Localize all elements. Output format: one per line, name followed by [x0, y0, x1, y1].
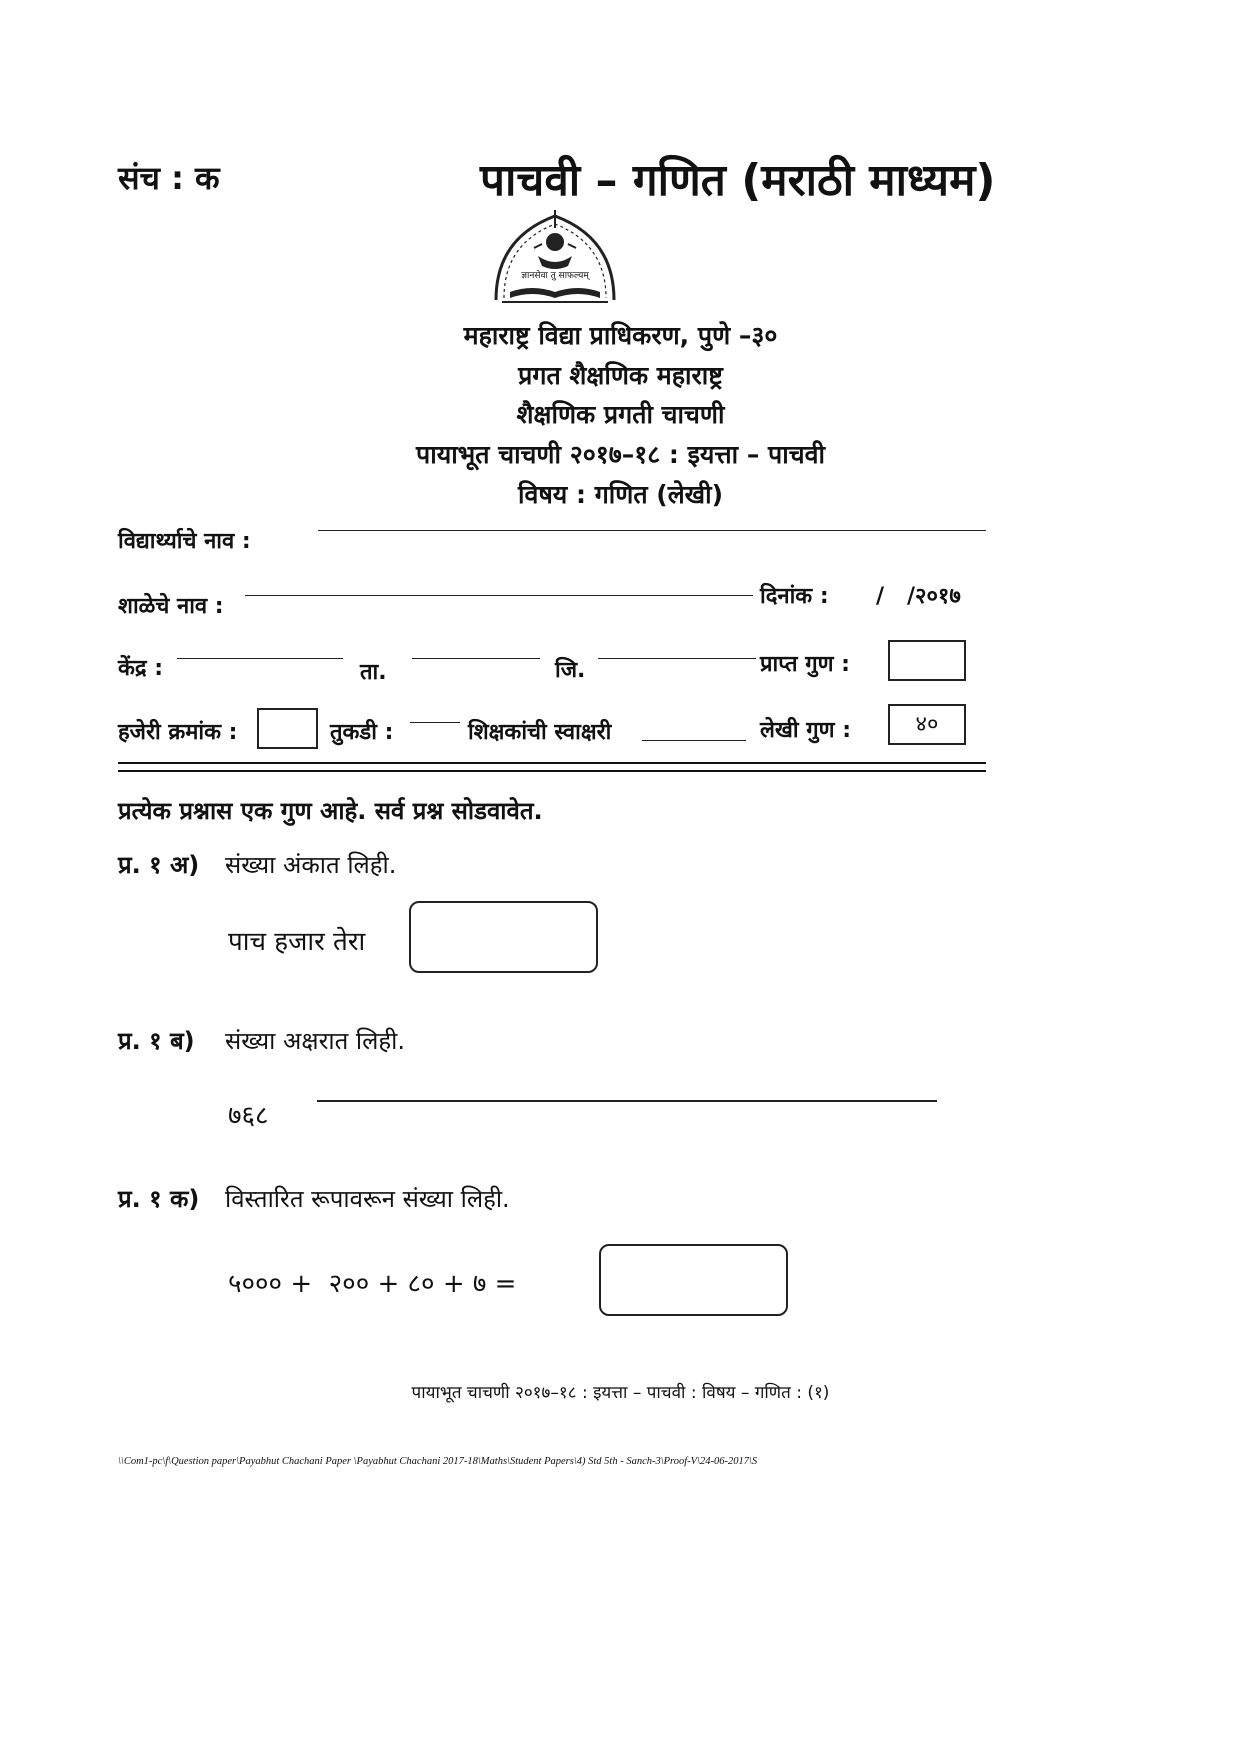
org-line-5: विषय : गणित (लेखी)	[517, 480, 724, 509]
org-line-4: पायाभूत चाचणी २०१७–१८ : इयत्ता – पाचवी	[416, 440, 825, 469]
teacher-signature-field[interactable]	[642, 740, 746, 741]
date-value[interactable]: / /२०१७	[876, 584, 961, 609]
emblem-icon	[490, 208, 620, 308]
obtained-marks-label: प्राप्त गुण :	[760, 652, 850, 677]
question-prompt: ७६८	[228, 1101, 269, 1131]
division-field[interactable]	[410, 722, 460, 723]
date-label: दिनांक :	[760, 584, 829, 609]
kendra-label: केंद्र :	[118, 656, 164, 681]
emblem-logo	[490, 208, 620, 308]
set-label: संच : क	[118, 159, 220, 197]
student-name-label: विद्यार्थ्याचे नाव :	[118, 529, 251, 554]
taluka-label: ता.	[360, 660, 387, 685]
school-name-field[interactable]	[245, 595, 753, 596]
question-prompt: ५००० + २०० + ८० + ७ =	[228, 1269, 517, 1299]
written-marks-box	[888, 704, 966, 745]
section-divider	[118, 762, 986, 772]
answer-box-1c[interactable]	[599, 1244, 788, 1316]
written-marks-label: लेखी गुण :	[760, 718, 852, 743]
student-name-field[interactable]	[318, 530, 986, 531]
org-line-3: शैक्षणिक प्रगती चाचणी	[516, 400, 725, 429]
taluka-field[interactable]	[412, 658, 540, 659]
question-text: संख्या अक्षरात लिही.	[225, 1027, 405, 1055]
teacher-signature-label: शिक्षकांची स्वाक्षरी	[468, 720, 612, 745]
answer-line-1b[interactable]	[317, 1100, 937, 1102]
page-title: पाचवी – गणित (मराठी माध्यम)	[480, 155, 996, 206]
obtained-marks-box[interactable]	[888, 640, 966, 681]
question-number: प्र. १ अ)	[118, 851, 200, 879]
kendra-field[interactable]	[177, 658, 343, 659]
school-name-label: शाळेचे नाव :	[118, 594, 224, 619]
org-line-1: महाराष्ट्र विद्या प्राधिकरण, पुणे –३०	[463, 321, 778, 350]
org-line-2: प्रगत शैक्षणिक महाराष्ट्र	[518, 361, 723, 390]
question-number: प्र. १ क)	[118, 1185, 200, 1213]
answer-box-1a[interactable]	[409, 901, 598, 973]
division-label: तुकडी :	[330, 720, 394, 745]
emblem-motto: ज्ञानसेवा तु साफल्यम्	[521, 271, 589, 281]
district-field[interactable]	[598, 658, 756, 659]
roll-no-label: हजेरी क्रमांक :	[118, 720, 238, 745]
written-marks-value: ४०	[915, 712, 939, 737]
roll-no-box[interactable]	[257, 708, 318, 749]
question-prompt: पाच हजार तेरा	[228, 927, 366, 957]
question-text: संख्या अंकात लिही.	[225, 851, 397, 879]
question-text: विस्तारित रूपावरून संख्या लिही.	[225, 1185, 510, 1213]
question-number: प्र. १ ब)	[118, 1027, 195, 1055]
page-footer: पायाभूत चाचणी २०१७–१८ : इयत्ता – पाचवी : विषय – गणित : (१)	[411, 1383, 830, 1403]
file-path: \\Com1-pc\f\Question paper\Payabhut Chachani Paper \Payabhut Chachani 2017-18\Maths\Student Papers\4) Std 5th - Sanch-3\Proof-V\24-06-2017\S	[118, 1456, 758, 1467]
instructions: प्रत्येक प्रश्नास एक गुण आहे. सर्व प्रश्न सोडवावेत.	[118, 797, 543, 825]
district-label: जि.	[555, 658, 586, 683]
